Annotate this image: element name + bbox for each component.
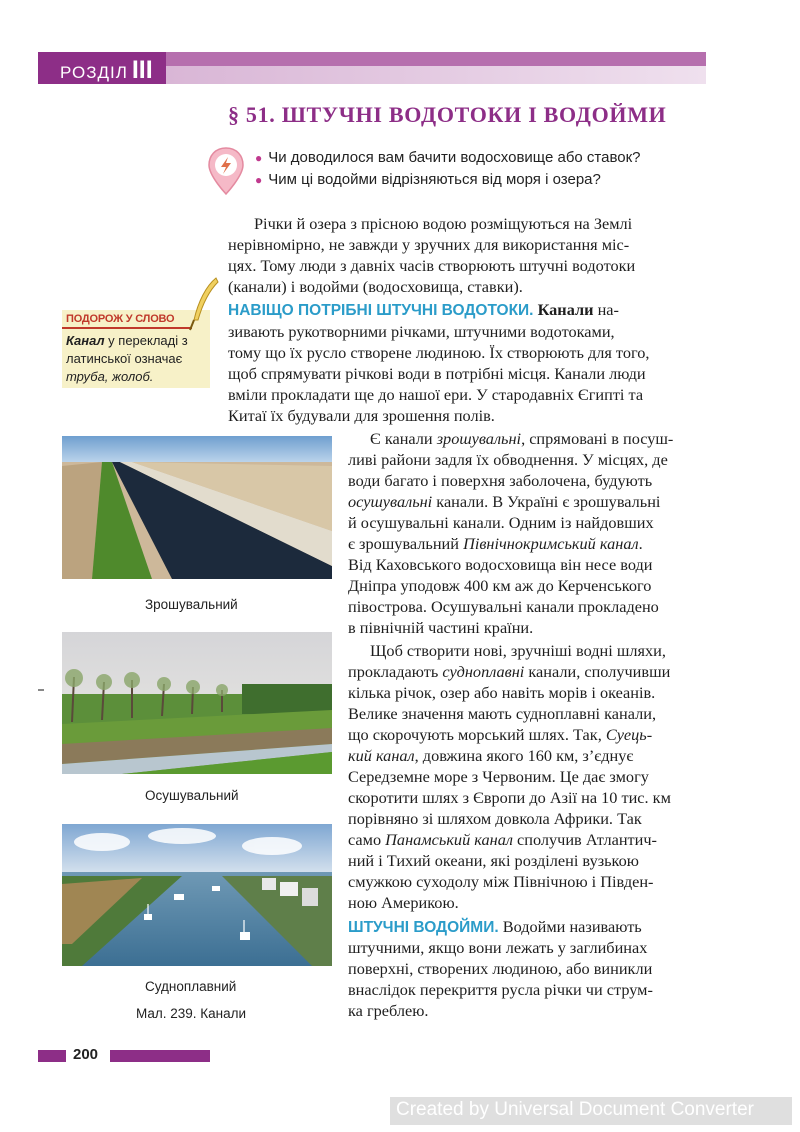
figure-caption: Мал. 239. Канали xyxy=(136,1006,247,1021)
text-line: кий канал, довжина якого 160 км, з’єднує xyxy=(348,746,634,765)
text-line: Середземне море з Червоним. Це дає змогу xyxy=(348,767,649,786)
side-note-line: Канал у перекладі з xyxy=(66,333,188,348)
text-line: поверхні, створених людиною, або виникли xyxy=(348,959,653,978)
lightning-marker-icon xyxy=(207,146,245,196)
section-heading-line: ШТУЧНІ ВОДОЙМИ. Водойми називають xyxy=(348,917,642,936)
text-line: Від Каховського водосховища він несе води xyxy=(348,555,653,574)
irrigation-canal-photo xyxy=(62,436,332,579)
text-line: тому що їх русло створене людиною. Їх створюють для того, xyxy=(228,343,650,362)
drainage-canal-photo xyxy=(62,632,332,774)
side-note-line: латинської означає xyxy=(66,351,183,366)
intro-line: нерівномірно, не завжди у зручних для використання міс- xyxy=(228,235,630,254)
footer-bar xyxy=(110,1050,210,1062)
text-line: порівняно зі шляхом довкола Африки. Так xyxy=(348,809,642,828)
text-line: смужкою суходолу між Північною і Півден- xyxy=(348,872,654,891)
text-line: вміли прокладати ще до нашої ери. У стародавніх Єгипті та xyxy=(228,385,644,404)
header-stripe xyxy=(166,52,706,66)
photo-caption: Осушувальний xyxy=(145,788,239,803)
photo-caption: Судноплавний xyxy=(145,979,237,994)
text-line: Велике значення мають судноплавні канали, xyxy=(348,704,657,723)
watermark-text: Created by Universal Document Converter xyxy=(396,1099,754,1120)
quill-icon xyxy=(186,276,220,332)
text-line: ливі райони задля їх обводнення. У місцях, де xyxy=(348,450,668,469)
header-stripe-light xyxy=(166,66,706,84)
margin-mark xyxy=(38,689,44,691)
side-note-title: ПОДОРОЖ У СЛОВО xyxy=(66,313,175,325)
intro-line: Річки й озера з прісною водою розміщуються на Землі xyxy=(254,214,633,233)
text-line: й осушувальні канали. Одним із найдовших xyxy=(348,513,654,532)
question-item: ● Чим ці водойми відрізняються від моря і озера? xyxy=(255,171,601,188)
text-line: прокладають судноплавні канали, сполучивши xyxy=(348,662,671,681)
term: Канали xyxy=(537,300,594,319)
section-heading: ШТУЧНІ ВОДОЙМИ. xyxy=(348,919,499,936)
navigable-canal-photo xyxy=(62,824,332,966)
question-item: ● Чи доводилося вам бачити водосховище або ставок? xyxy=(255,149,641,166)
intro-line: (канали) і водойми (водосховища, ставки). xyxy=(228,277,523,296)
text-line: штучними, якщо вони лежать у заглибинах xyxy=(348,938,648,957)
text-line: кілька річок, озер або навіть морів і океанів. xyxy=(348,683,656,702)
text-line: є зрошувальний Північнокримський канал. xyxy=(348,534,643,553)
text-line: води багато і поверхня заболочена, будують xyxy=(348,471,653,490)
text-line: в північній частині країни. xyxy=(348,618,534,637)
text-line: само Панамський канал сполучив Атлантич- xyxy=(348,830,657,849)
text-line: осушувальні канали. В Україні є зрошувальні xyxy=(348,492,661,511)
text-line: що скорочують морський шлях. Так, Суець- xyxy=(348,725,653,744)
section-label: РОЗДІЛ III xyxy=(60,56,153,84)
footer-bar xyxy=(38,1050,66,1062)
intro-line: цях. Тому люди з давніх часів створюють штучні водотоки xyxy=(228,256,636,275)
text-line: ка греблею. xyxy=(348,1001,429,1020)
text-line: півострова. Осушувальні канали прокладено xyxy=(348,597,659,616)
section-heading-line: НАВІЩО ПОТРІБНІ ШТУЧНІ ВОДОТОКИ. Канали на- xyxy=(228,300,619,319)
text-line: Щоб створити нові, зручніші водні шляхи, xyxy=(370,641,666,660)
text-line: Дніпра уподовж 400 км аж до Керченського xyxy=(348,576,652,595)
text-line: внаслідок перекриття русла річки чи струм- xyxy=(348,980,653,999)
text-line: ний і Тихий океани, які розділені вузькою xyxy=(348,851,639,870)
text-line: Китаї їх будували для зрошення полів. xyxy=(228,406,495,425)
side-note-underline xyxy=(62,327,192,329)
page-title: § 51. ШТУЧНІ ВОДОТОКИ І ВОДОЙМИ xyxy=(228,102,667,127)
side-note-line: труба, жолоб. xyxy=(66,369,154,384)
text-line: ною Америкою. xyxy=(348,893,459,912)
page-number: 200 xyxy=(73,1046,99,1063)
text-line: щоб спрямувати річкові води в потрібні місця. Канали люди xyxy=(228,364,646,383)
text-line: скоротити шлях з Європи до Азії на 10 тис. км xyxy=(348,788,671,807)
section-number: III xyxy=(131,56,153,84)
section-heading: НАВІЩО ПОТРІБНІ ШТУЧНІ ВОДОТОКИ. xyxy=(228,302,534,319)
text-line: Є канали зрошувальні, спрямовані в посуш- xyxy=(370,429,674,448)
photo-caption: Зрошувальний xyxy=(145,597,238,612)
text-line: зивають рукотворними річками, штучними водотоками, xyxy=(228,322,615,341)
